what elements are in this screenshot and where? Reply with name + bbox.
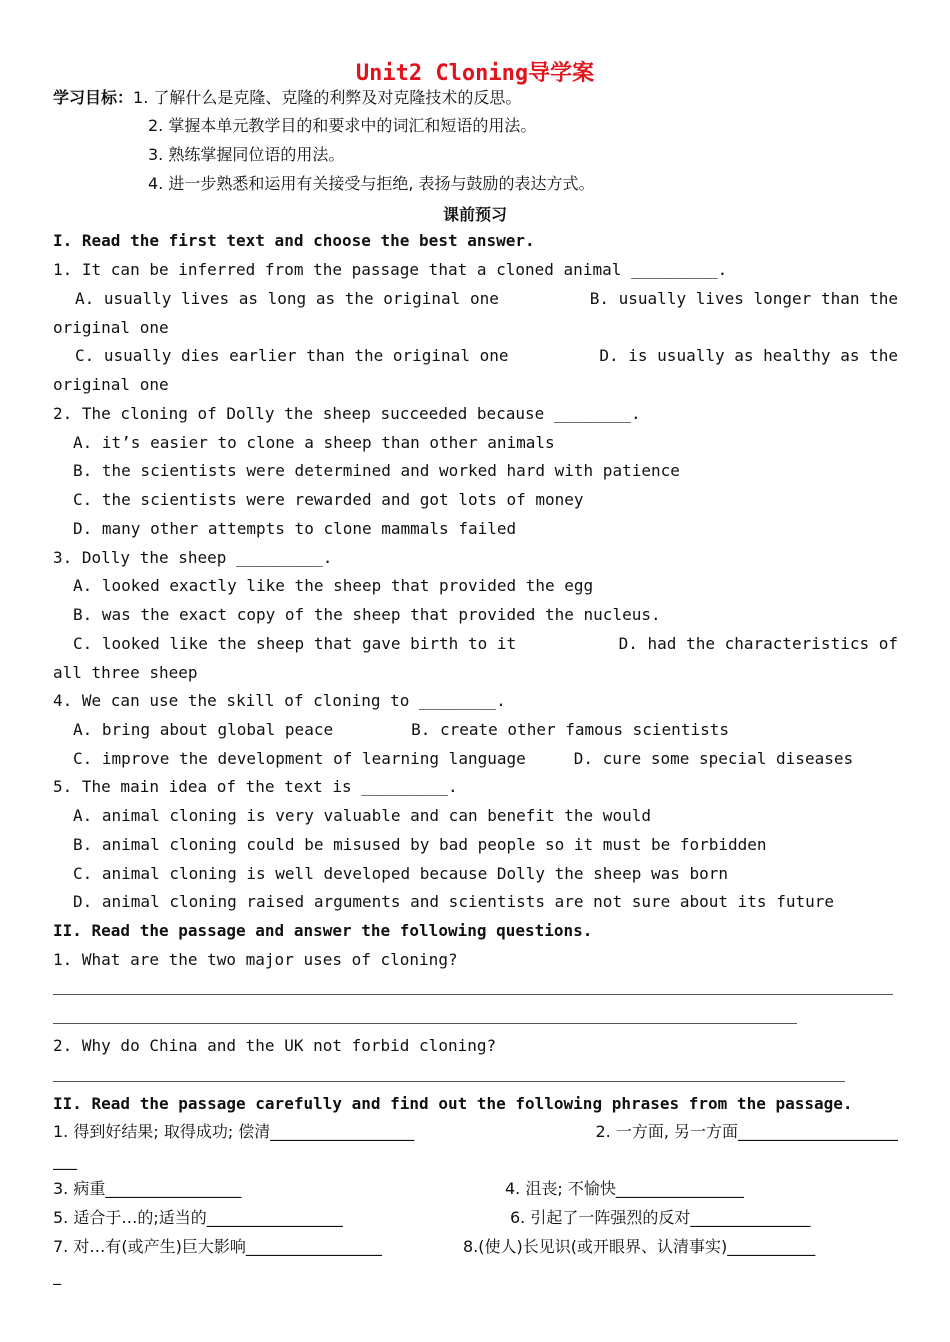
phrase-item: 1. 得到好结果; 取得成功; 偿清__________________ [53,1122,415,1141]
part2-heading: II. Read the passage and answer the following questions. [53,921,593,940]
option-c: C. animal cloning is well developed because Dolly the sheep was born [73,864,729,883]
goal-item: 4. 进一步熟悉和运用有关接受与拒绝, 表扬与鼓励的表达方式。 [148,174,595,193]
option-row [73,634,898,654]
option-c: C. the scientists were rewarded and got lots of money [73,490,584,509]
goal-row-1 [53,88,898,108]
answer-line[interactable] [53,994,893,995]
option-c: C. looked like the sheep that gave birth to it [73,634,517,653]
phrase-item: 3. 病重_________________ [53,1179,242,1198]
phrase-continuation: ___ [53,1151,77,1170]
option-row [75,289,898,309]
goal-item: 2. 掌握本单元教学目的和要求中的词汇和短语的用法。 [148,116,537,135]
option-d: D. many other attempts to clone mammals failed [73,519,517,538]
phrase-row [53,1237,898,1257]
phrase-item: 4. 沮丧; 不愉快________________ [505,1179,744,1198]
option-a: A. animal cloning is very valuable and can benefit the would [73,806,651,825]
phrase-item: 5. 适合于…的;适当的_________________ [53,1208,343,1227]
option-b: B. usually lives longer than the [589,289,898,308]
option-c: C. improve the development of learning language [73,749,526,768]
part3-heading: II. Read the passage carefully and find out the following phrases from the passage. [53,1094,853,1113]
question-stem: 2. The cloning of Dolly the sheep succeeded because ________. [53,404,641,423]
option-b: B. create other famous scientists [411,720,729,739]
option-continuation: all three sheep [53,663,198,682]
option-d: D. cure some special diseases [573,749,854,768]
phrase-item: 2. 一方面, 另一方面____________________ [595,1122,898,1141]
phrase-continuation: _ [53,1266,61,1285]
question-stem: 3. Dolly the sheep _________. [53,548,333,567]
goal-item: 3. 熟练掌握同位语的用法。 [148,145,345,164]
option-c: C. usually dies earlier than the original one [75,346,509,365]
option-d: D. animal cloning raised arguments and scientists are not sure about its future [73,892,834,911]
phrase-item: 6. 引起了一阵强烈的反对_______________ [510,1208,811,1227]
option-a: A. usually lives as long as the original one [75,289,499,308]
section-heading-preview: 课前预习 [442,205,507,224]
goal-item: 1. 了解什么是克隆、克隆的利弊及对克隆技术的反思。 [133,88,522,107]
goals-label: 学习目标： [53,88,134,107]
answer-line[interactable] [53,1081,845,1082]
question-stem: 2. Why do China and the UK not forbid cloning? [53,1036,497,1055]
option-b: B. was the exact copy of the sheep that provided the nucleus. [73,605,661,624]
option-continuation: original one [53,375,169,394]
phrase-row [53,1208,898,1228]
option-row [73,749,898,769]
option-a: A. bring about global peace [73,720,334,739]
option-b: B. animal cloning could be misused by bad people so it must be forbidden [73,835,767,854]
question-stem: 4. We can use the skill of cloning to ________. [53,691,506,710]
option-continuation: original one [53,318,169,337]
phrase-item: 8.(使人)长见识(或开眼界、认清事实)___________ [463,1237,816,1256]
option-a: A. it’s easier to clone a sheep than other animals [73,433,555,452]
question-stem: 1. What are the two major uses of cloning? [53,950,458,969]
part1-heading: I. Read the first text and choose the best answer. [53,231,535,250]
option-a: A. looked exactly like the sheep that provided the egg [73,576,594,595]
phrase-row [53,1122,898,1142]
question-stem: 5. The main idea of the text is _________. [53,777,458,796]
option-row [73,720,898,740]
phrase-row [53,1179,898,1199]
page-title: Unit2 Cloning导学案 [355,61,595,86]
option-row [75,346,898,366]
option-b: B. the scientists were determined and worked hard with patience [73,461,680,480]
question-stem: 1. It can be inferred from the passage that a cloned animal _________. [53,260,728,279]
answer-line[interactable] [53,1023,797,1024]
option-d: D. is usually as healthy as the [599,346,898,365]
option-d: D. had the characteristics of [618,634,898,653]
phrase-item: 7. 对…有(或产生)巨大影响_________________ [53,1237,382,1256]
